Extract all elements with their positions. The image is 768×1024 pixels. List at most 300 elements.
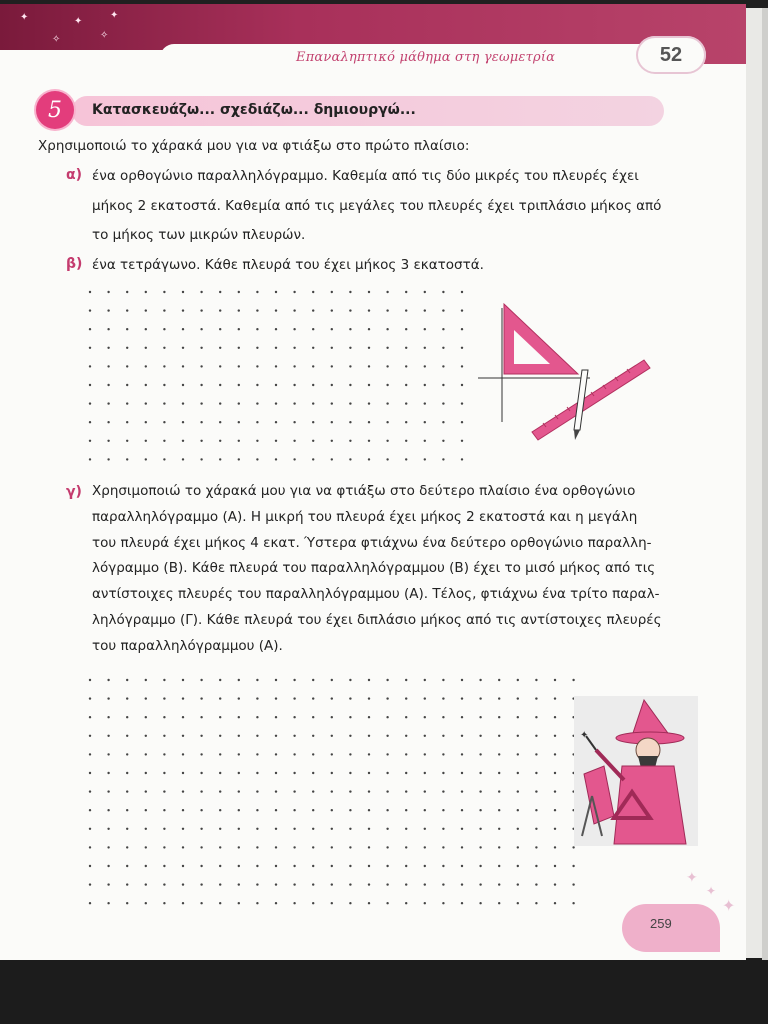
grid-dot <box>461 790 463 792</box>
grid-dot <box>126 753 128 755</box>
grid-dot <box>145 790 147 792</box>
grid-dot <box>461 328 463 330</box>
grid-dot <box>293 865 295 867</box>
grid-dot <box>256 828 258 830</box>
grid-dot <box>461 902 463 904</box>
grid-dot <box>442 458 444 460</box>
grid-dot <box>517 809 519 811</box>
grid-dot <box>145 309 147 311</box>
grid-dot <box>275 440 277 442</box>
grid-dot <box>442 291 444 293</box>
grid-dot <box>498 679 500 681</box>
grid-dot <box>424 846 426 848</box>
grid-dot <box>275 902 277 904</box>
grid-dot <box>238 735 240 737</box>
grid-dot <box>275 309 277 311</box>
grid-dot <box>312 384 314 386</box>
grid-dot <box>126 421 128 423</box>
grid-dot <box>163 440 165 442</box>
grid-dot <box>293 753 295 755</box>
grid-dot <box>219 458 221 460</box>
grid-dot <box>312 458 314 460</box>
grid-dot <box>126 679 128 681</box>
grid-dot <box>89 772 91 774</box>
grid-dot <box>442 365 444 367</box>
grid-dot <box>182 902 184 904</box>
grid-dot <box>312 697 314 699</box>
grid-dot <box>219 809 221 811</box>
grid-dot <box>517 679 519 681</box>
grid-dot <box>145 697 147 699</box>
grid-dot <box>275 846 277 848</box>
grid-dot <box>293 809 295 811</box>
grid-dot <box>238 809 240 811</box>
grid-dot <box>219 384 221 386</box>
grid-dot <box>275 883 277 885</box>
grid-dot <box>163 402 165 404</box>
grid-dot <box>331 458 333 460</box>
grid-dot <box>182 772 184 774</box>
grid-dot <box>424 865 426 867</box>
grid-dot <box>554 883 556 885</box>
grid-dot <box>200 697 202 699</box>
grid-dot <box>145 440 147 442</box>
grid-dot <box>312 772 314 774</box>
grid-dot <box>386 309 388 311</box>
grid-dot <box>368 809 370 811</box>
grid-dot <box>200 421 202 423</box>
grid-dot <box>145 328 147 330</box>
grid-dot <box>89 421 91 423</box>
grid-dot <box>386 697 388 699</box>
grid-dot <box>349 716 351 718</box>
grid-dot <box>535 902 537 904</box>
grid-dot <box>405 865 407 867</box>
grid-dot <box>424 735 426 737</box>
grid-dot <box>219 902 221 904</box>
grid-dot <box>107 865 109 867</box>
grid-dot <box>517 883 519 885</box>
grid-dot <box>424 697 426 699</box>
grid-dot <box>275 384 277 386</box>
grid-dot <box>107 883 109 885</box>
grid-dot <box>424 902 426 904</box>
grid-dot <box>535 753 537 755</box>
grid-dot <box>89 716 91 718</box>
grid-dot <box>200 458 202 460</box>
grid-dot <box>126 458 128 460</box>
grid-dot <box>517 902 519 904</box>
grid-dot <box>349 458 351 460</box>
grid-dot <box>126 697 128 699</box>
grid-dot <box>126 846 128 848</box>
grid-dot <box>554 846 556 848</box>
grid-dot <box>256 458 258 460</box>
grid-dot <box>461 846 463 848</box>
grid-dot <box>126 402 128 404</box>
grid-dot <box>368 772 370 774</box>
grid-dot <box>182 291 184 293</box>
grid-dot <box>163 309 165 311</box>
grid-dot <box>107 328 109 330</box>
grid-dot <box>349 402 351 404</box>
dot-grid-frame-2[interactable] <box>84 674 644 910</box>
grid-dot <box>275 697 277 699</box>
grid-dot <box>312 291 314 293</box>
grid-dot <box>163 753 165 755</box>
grid-dot <box>442 384 444 386</box>
grid-dot <box>238 716 240 718</box>
grid-dot <box>200 402 202 404</box>
grid-dot <box>405 291 407 293</box>
grid-dot <box>163 790 165 792</box>
grid-dot <box>535 735 537 737</box>
grid-dot <box>219 328 221 330</box>
grid-dot <box>424 347 426 349</box>
grid-dot <box>200 828 202 830</box>
part-c-line: του πλευρά έχει μήκος 4 εκατ. Ύστερα φτιάχνω ένα δεύτερο ορθογώνιο παραλλη- <box>92 535 652 551</box>
grid-dot <box>238 828 240 830</box>
grid-dot <box>368 402 370 404</box>
grid-dot <box>126 809 128 811</box>
grid-dot <box>461 828 463 830</box>
grid-dot <box>275 291 277 293</box>
grid-dot <box>107 809 109 811</box>
grid-dot <box>107 735 109 737</box>
grid-dot <box>312 309 314 311</box>
grid-dot <box>479 846 481 848</box>
grid-dot <box>572 902 574 904</box>
grid-dot <box>219 846 221 848</box>
grid-dot <box>405 753 407 755</box>
grid-dot <box>182 402 184 404</box>
grid-dot <box>349 309 351 311</box>
grid-dot <box>293 384 295 386</box>
grid-dot <box>238 697 240 699</box>
grid-dot <box>368 291 370 293</box>
grid-dot <box>405 697 407 699</box>
grid-dot <box>275 402 277 404</box>
sparkle-icon: ✧ <box>52 34 61 45</box>
grid-dot <box>386 865 388 867</box>
grid-dot <box>219 291 221 293</box>
grid-dot <box>200 347 202 349</box>
grid-dot <box>424 328 426 330</box>
grid-dot <box>182 421 184 423</box>
grid-dot <box>424 790 426 792</box>
grid-dot <box>572 883 574 885</box>
grid-dot <box>517 828 519 830</box>
grid-dot <box>312 828 314 830</box>
grid-dot <box>368 716 370 718</box>
grid-dot <box>331 846 333 848</box>
grid-dot <box>200 440 202 442</box>
grid-dot <box>256 809 258 811</box>
grid-dot <box>405 309 407 311</box>
grid-dot <box>238 309 240 311</box>
grid-dot <box>368 697 370 699</box>
grid-dot <box>89 291 91 293</box>
grid-dot <box>163 384 165 386</box>
grid-dot <box>498 828 500 830</box>
grid-dot <box>331 828 333 830</box>
grid-dot <box>535 679 537 681</box>
grid-dot <box>312 735 314 737</box>
grid-dot <box>275 458 277 460</box>
grid-dot <box>368 440 370 442</box>
grid-dot <box>405 846 407 848</box>
grid-dot <box>145 809 147 811</box>
grid-dot <box>145 846 147 848</box>
grid-dot <box>219 365 221 367</box>
grid-dot <box>145 883 147 885</box>
grid-dot <box>331 790 333 792</box>
grid-dot <box>424 679 426 681</box>
grid-dot <box>331 902 333 904</box>
grid-dot <box>293 902 295 904</box>
grid-dot <box>349 347 351 349</box>
grid-dot <box>312 679 314 681</box>
grid-dot <box>479 679 481 681</box>
grid-dot <box>442 402 444 404</box>
grid-dot <box>293 458 295 460</box>
grid-dot <box>368 458 370 460</box>
grid-dot <box>424 458 426 460</box>
part-c-line: αντίστοιχες πλευρές του παραλληλόγραμμου (Α). Τέλος, φτιάχνω ένα τρίτο παραλ- <box>92 586 660 602</box>
grid-dot <box>275 328 277 330</box>
grid-dot <box>424 365 426 367</box>
grid-dot <box>238 402 240 404</box>
grid-dot <box>386 679 388 681</box>
grid-dot <box>163 828 165 830</box>
grid-dot <box>479 790 481 792</box>
grid-dot <box>293 421 295 423</box>
grid-dot <box>312 865 314 867</box>
grid-dot <box>89 883 91 885</box>
grid-dot <box>182 458 184 460</box>
grid-dot <box>498 772 500 774</box>
grid-dot <box>498 697 500 699</box>
grid-dot <box>498 790 500 792</box>
grid-dot <box>200 328 202 330</box>
grid-dot <box>256 291 258 293</box>
grid-dot <box>256 679 258 681</box>
grid-dot <box>312 421 314 423</box>
grid-dot <box>442 735 444 737</box>
grid-dot <box>312 902 314 904</box>
grid-dot <box>256 697 258 699</box>
grid-dot <box>517 846 519 848</box>
grid-dot <box>145 458 147 460</box>
grid-dot <box>163 716 165 718</box>
grid-dot <box>461 291 463 293</box>
grid-dot <box>238 846 240 848</box>
grid-dot <box>256 384 258 386</box>
grid-dot <box>219 828 221 830</box>
grid-dot <box>535 828 537 830</box>
grid-dot <box>331 772 333 774</box>
grid-dot <box>461 716 463 718</box>
grid-dot <box>498 883 500 885</box>
grid-dot <box>126 309 128 311</box>
grid-dot <box>256 772 258 774</box>
grid-dot <box>461 865 463 867</box>
grid-dot <box>331 809 333 811</box>
grid-dot <box>200 384 202 386</box>
grid-dot <box>442 865 444 867</box>
grid-dot <box>145 902 147 904</box>
grid-dot <box>312 790 314 792</box>
grid-dot <box>535 790 537 792</box>
grid-dot <box>275 865 277 867</box>
grid-dot <box>349 384 351 386</box>
grid-dot <box>200 365 202 367</box>
grid-dot <box>554 809 556 811</box>
grid-dot <box>424 883 426 885</box>
grid-dot <box>312 402 314 404</box>
grid-dot <box>182 865 184 867</box>
grid-dot <box>145 291 147 293</box>
grid-dot <box>554 735 556 737</box>
grid-dot <box>331 384 333 386</box>
grid-dot <box>107 846 109 848</box>
grid-dot <box>163 291 165 293</box>
grid-dot <box>275 716 277 718</box>
grid-dot <box>200 735 202 737</box>
grid-dot <box>312 846 314 848</box>
grid-dot <box>386 347 388 349</box>
grid-dot <box>89 402 91 404</box>
grid-dot <box>368 679 370 681</box>
part-c-line: παραλληλόγραμμο (Α). Η μικρή του πλευρά έχει μήκος 2 εκατοστά και η μεγάλη <box>92 509 638 525</box>
grid-dot <box>535 809 537 811</box>
grid-dot <box>535 716 537 718</box>
grid-dot <box>331 291 333 293</box>
grid-dot <box>442 421 444 423</box>
grid-dot <box>89 753 91 755</box>
grid-dot <box>219 421 221 423</box>
grid-dot <box>107 402 109 404</box>
grid-dot <box>145 679 147 681</box>
grid-dot <box>182 697 184 699</box>
grid-dot <box>275 790 277 792</box>
grid-dot <box>182 384 184 386</box>
grid-dot <box>331 697 333 699</box>
grid-dot <box>349 790 351 792</box>
grid-dot <box>256 735 258 737</box>
grid-dot <box>275 772 277 774</box>
dot-grid-frame-1[interactable] <box>84 286 468 472</box>
grid-dot <box>331 347 333 349</box>
grid-dot <box>238 458 240 460</box>
grid-dot <box>219 440 221 442</box>
grid-dot <box>498 753 500 755</box>
grid-dot <box>424 309 426 311</box>
grid-dot <box>293 309 295 311</box>
grid-dot <box>442 809 444 811</box>
part-a-line: το μήκος των μικρών πλευρών. <box>92 227 306 243</box>
grid-dot <box>405 347 407 349</box>
grid-dot <box>424 809 426 811</box>
grid-dot <box>219 883 221 885</box>
grid-dot <box>219 716 221 718</box>
grid-dot <box>442 679 444 681</box>
grid-dot <box>535 865 537 867</box>
grid-dot <box>107 753 109 755</box>
grid-dot <box>479 753 481 755</box>
grid-dot <box>535 846 537 848</box>
part-b-label: β) <box>66 256 83 272</box>
grid-dot <box>163 735 165 737</box>
grid-dot <box>293 846 295 848</box>
grid-dot <box>498 735 500 737</box>
grid-dot <box>386 772 388 774</box>
exercise-title: Κατασκευάζω... σχεδιάζω... δημιουργώ... <box>92 102 416 118</box>
grid-dot <box>256 883 258 885</box>
grid-dot <box>479 772 481 774</box>
grid-dot <box>461 440 463 442</box>
grid-dot <box>368 828 370 830</box>
grid-dot <box>275 347 277 349</box>
grid-dot <box>498 865 500 867</box>
grid-dot <box>145 421 147 423</box>
grid-dot <box>256 402 258 404</box>
grid-dot <box>405 679 407 681</box>
grid-dot <box>219 865 221 867</box>
grid-dot <box>107 697 109 699</box>
grid-dot <box>349 883 351 885</box>
grid-dot <box>554 753 556 755</box>
grid-dot <box>424 828 426 830</box>
grid-dot <box>293 790 295 792</box>
grid-dot <box>331 735 333 737</box>
grid-dot <box>219 679 221 681</box>
grid-dot <box>312 716 314 718</box>
grid-dot <box>238 384 240 386</box>
grid-dot <box>349 421 351 423</box>
grid-dot <box>405 716 407 718</box>
grid-dot <box>479 735 481 737</box>
grid-dot <box>461 679 463 681</box>
grid-dot <box>331 365 333 367</box>
grid-dot <box>405 384 407 386</box>
grid-dot <box>368 865 370 867</box>
sparkle-icon: ✦ <box>722 896 736 915</box>
grid-dot <box>386 440 388 442</box>
grid-dot <box>145 828 147 830</box>
grid-dot <box>331 716 333 718</box>
grid-dot <box>349 865 351 867</box>
grid-dot <box>126 735 128 737</box>
part-c-line: Χρησιμοποιώ το χάρακά μου για να φτιάξω στο δεύτερο πλαίσιο ένα ορθογώνιο <box>92 483 636 499</box>
grid-dot <box>182 365 184 367</box>
grid-dot <box>331 679 333 681</box>
grid-dot <box>107 347 109 349</box>
grid-dot <box>238 328 240 330</box>
grid-dot <box>200 309 202 311</box>
grid-dot <box>89 328 91 330</box>
grid-dot <box>405 458 407 460</box>
grid-dot <box>331 402 333 404</box>
grid-dot <box>256 328 258 330</box>
grid-dot <box>498 902 500 904</box>
grid-dot <box>145 735 147 737</box>
grid-dot <box>145 753 147 755</box>
grid-dot <box>293 440 295 442</box>
grid-dot <box>200 846 202 848</box>
grid-dot <box>126 365 128 367</box>
scan-background <box>0 955 768 1024</box>
